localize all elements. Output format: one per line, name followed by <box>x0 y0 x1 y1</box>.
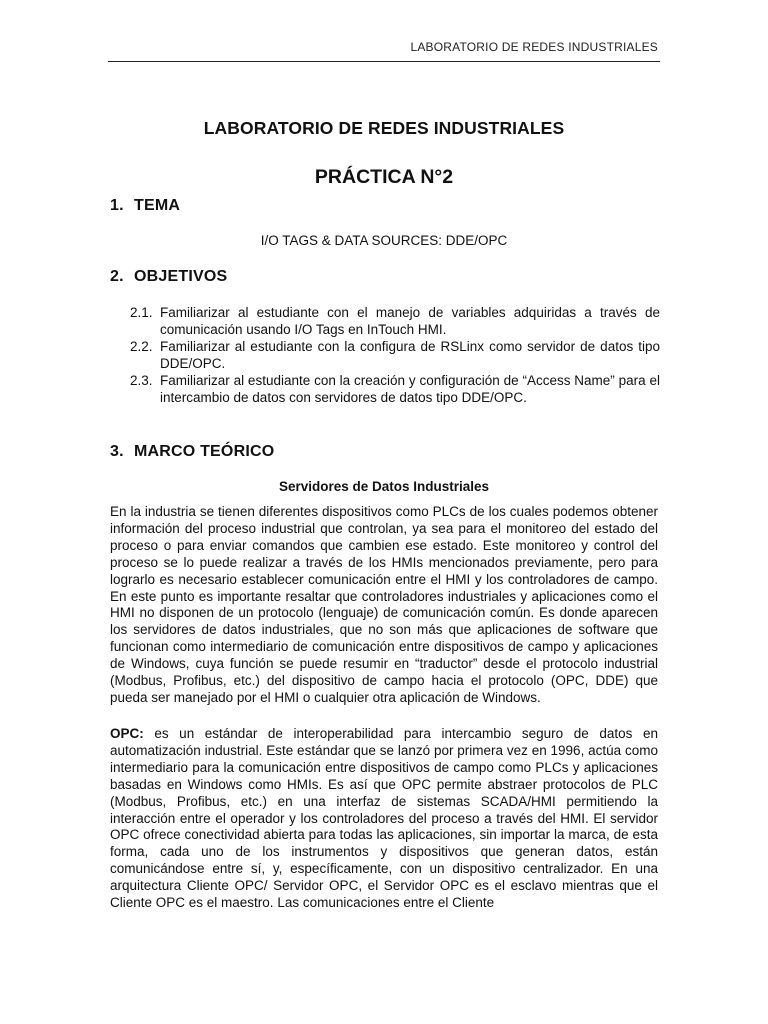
section-number: 1. <box>110 197 124 214</box>
document-title: LABORATORIO DE REDES INDUSTRIALES <box>203 118 565 138</box>
list-item-text: Familiarizar al estudiante con la configura de RSLinx como servidor de datos tipo DDE/OPC. <box>160 339 660 371</box>
section-title: TEMA <box>134 197 181 214</box>
section-number: 3. <box>110 443 124 460</box>
body-paragraph-opc <box>110 726 658 912</box>
header-divider <box>108 61 660 62</box>
paragraph-text: es un estándar de interoperabilidad para intercambio seguro de datos en automatización industrial. Este estándar que se lanzó por primera vez en 1996, actúa como intermediario para la comunicación entre dispositivos de campo como PLCs y aplicaciones basadas en Windows como HMIs. Es así que OPC permite abstraer protocolos de PLC (Modbus, Profibus, etc.) en una interfaz de sistemas SCADA/HMI permitiendo la interacción entre el operador y los controladores del proceso a través del HMI. El servidor OPC ofrece conectividad abierta para todas las aplicaciones, sin importar la marca, de esta forma, cada uno de los instrumentos y dispositivos que generan datos, están comunicándose entre sí, y, específicamente, con un dispositivo centralizador. En una arquitectura Cliente OPC/ Servidor OPC, el Servidor OPC es el esclavo mientras que el Cliente OPC es el maestro. Las comunicaciones entre el Cliente <box>110 726 658 911</box>
running-header: LABORATORIO DE REDES INDUSTRIALES <box>410 40 658 54</box>
section-title: OBJETIVOS <box>134 268 228 285</box>
list-item-text: Familiarizar al estudiante con el manejo de variables adquiridas a través de comunicación usando I/O Tags en InTouch HMI. <box>160 305 660 337</box>
objectives-list <box>130 304 660 406</box>
section-heading-objetivos <box>110 268 227 286</box>
tema-content: I/O TAGS & DATA SOURCES: DDE/OPC <box>260 233 508 248</box>
term-label: OPC: <box>110 726 144 741</box>
list-item-number: 2.2. <box>130 339 153 354</box>
list-item <box>130 304 660 338</box>
section-number: 2. <box>110 268 124 285</box>
list-item-number: 2.1. <box>130 305 153 320</box>
practice-title: PRÁCTICA N°2 <box>314 166 454 188</box>
list-item <box>130 372 660 406</box>
section-heading-marco-teorico <box>110 443 274 461</box>
list-item-number: 2.3. <box>130 373 153 388</box>
list-item <box>130 338 660 372</box>
subsection-title: Servidores de Datos Industriales <box>278 479 490 494</box>
list-item-text: Familiarizar al estudiante con la creación y configuración de “Access Name” para el intercambio de datos con servidores de datos tipo DDE/OPC. <box>160 373 660 405</box>
section-title: MARCO TEÓRICO <box>134 443 275 460</box>
body-paragraph-servidores: En la industria se tienen diferentes dispositivos como PLCs de los cuales podemos obtener información del proceso industrial que controlan, ya sea para el monitoreo del estado del proceso o para enviar comandos que cambien ese estado. Este monitoreo y control del proceso se lo puede realizar a través de los HMIs mencionados previamente, pero para lograrlo es necesario establecer comunicación entre el HMI y los controladores de campo. En este punto es importante resaltar que controladores industriales y aplicaciones como el HMI no disponen de un protocolo (lenguaje) de comunicación común. Es donde aparecen los servidores de datos industriales, que no son más que aplicaciones de software que funcionan como intermediario de comunicación entre dispositivos de campo y aplicaciones de Windows, cuya función se puede resumir en “traductor” desde el protocolo industrial (Modbus, Profibus, etc.) del dispositivo de campo hacia el protocolo (OPC, DDE) que pueda ser manejado por el HMI o cualquier otra aplicación de Windows. <box>110 504 658 705</box>
section-heading-tema <box>110 197 180 215</box>
